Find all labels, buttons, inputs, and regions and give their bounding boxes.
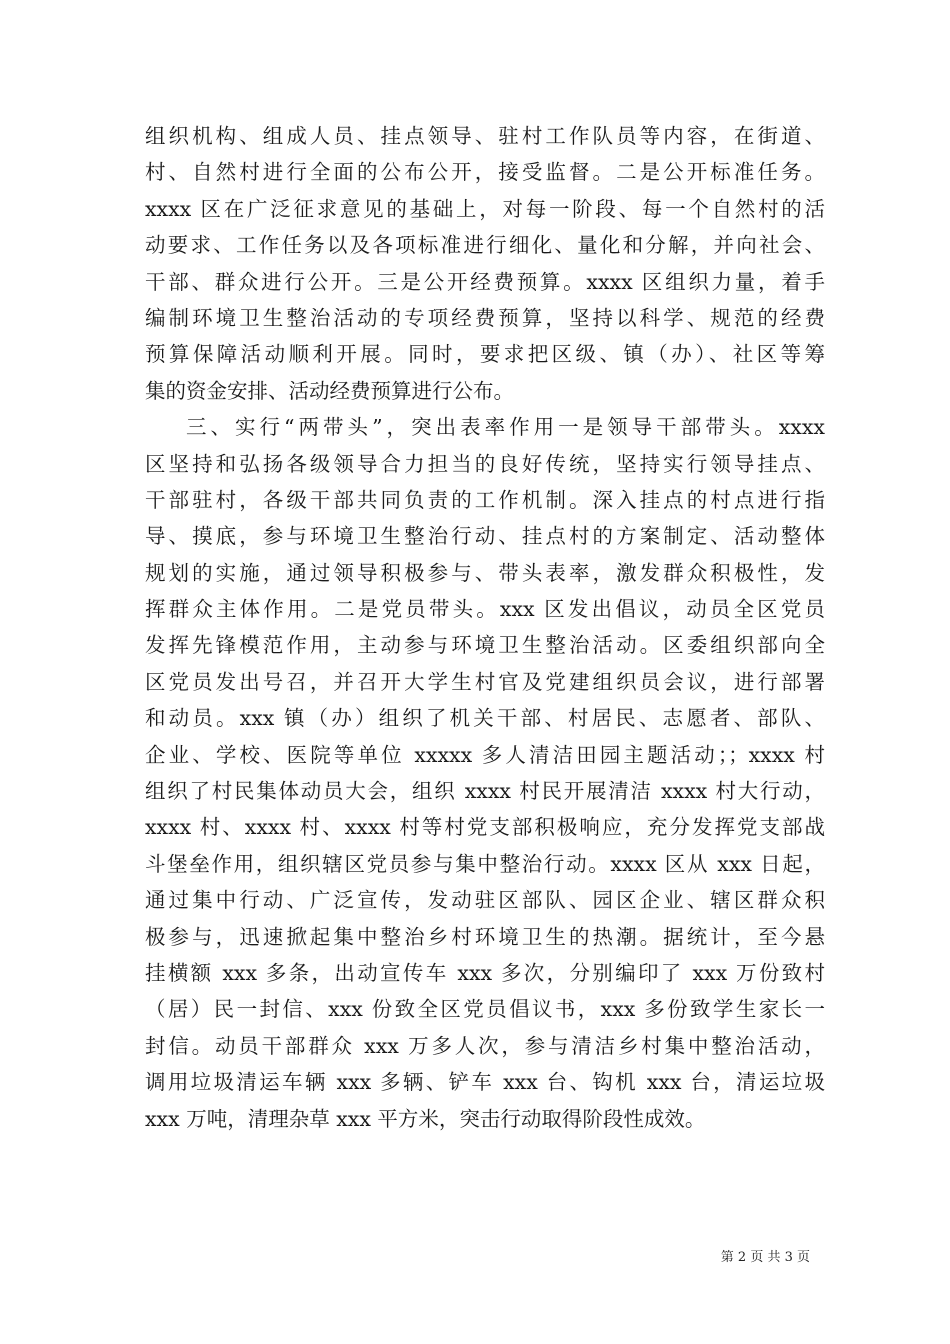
text-line: 干部驻村，各级干部共同负责的工作机制。深入挂点的村点进行指	[145, 487, 825, 512]
text-line: 导、摸底，参与环境卫生整治行动、挂点村的方案制定、活动整体	[145, 524, 825, 549]
text-line: 封信。动员干部群众 xxx 万多人次，参与清洁乡村集中整治活动，	[145, 1033, 825, 1058]
text-line: 和动员。xxx 镇（办）组织了机关干部、村居民、志愿者、部队、	[145, 706, 825, 731]
document-body	[145, 118, 825, 1137]
text-line: 通过集中行动、广泛宣传，发动驻区部队、园区企业、辖区群众积	[145, 888, 825, 913]
text-line: 调用垃圾清运车辆 xxx 多辆、铲车 xxx 台、钩机 xxx 台，清运垃圾	[145, 1070, 825, 1095]
text-line: 动要求、工作任务以及各项标准进行细化、量化和分解，并向社会、	[145, 233, 825, 258]
text-line: 挥群众主体作用。二是党员带头。xxx 区发出倡议，动员全区党员	[145, 597, 825, 622]
text-line: 区坚持和弘扬各级领导合力担当的良好传统，坚持实行领导挂点、	[145, 451, 825, 476]
text-line: 发挥先锋模范作用，主动参与环境卫生整治活动。区委组织部向全	[145, 633, 825, 658]
text-line: 企业、学校、医院等单位 xxxxx 多人清洁田园主题活动；；xxxx 村	[145, 742, 825, 767]
paragraph-1	[145, 118, 825, 409]
page-number-footer: 第 2 页 共 3 页	[720, 1250, 810, 1265]
paragraph-2	[145, 409, 825, 1137]
text-line: xxxx 村、xxxx 村、xxxx 村等村党支部积极响应，充分发挥党支部战	[145, 815, 825, 840]
text-line: 组织机构、组成人员、挂点领导、驻村工作队员等内容，在街道、	[145, 124, 825, 148]
text-line: 干部、群众进行公开。三是公开经费预算。xxxx 区组织力量，着手	[145, 269, 825, 294]
text-line: 集的资金安排、活动经费预算进行公布。	[145, 378, 514, 403]
text-line: 编制环境卫生整治活动的专项经费预算，坚持以科学、规范的经费	[145, 305, 825, 330]
text-line: xxx 万吨，清理杂草 xxx 平方米，突击行动取得阶段性成效。	[145, 1106, 706, 1131]
text-line: 预算保障活动顺利开展。同时，要求把区级、镇（办）、社区等筹	[145, 342, 825, 367]
text-line: 斗堡垒作用，组织辖区党员参与集中整治行动。xxxx 区从 xxx 日起，	[145, 851, 825, 876]
text-line: （居）民一封信、xxx 份致全区党员倡议书，xxx 多份致学生家长一	[145, 997, 825, 1022]
text-line: 规划的实施，通过领导积极参与、带头表率，激发群众积极性，发	[145, 560, 825, 585]
text-line: 区党员发出号召，并召开大学生村官及党建组织员会议，进行部署	[145, 669, 825, 694]
text-line: 极参与，迅速掀起集中整治乡村环境卫生的热潮。据统计，至今悬	[145, 924, 825, 949]
section-heading-line: 三、实行“两带头”，突出表率作用一是领导干部带头。xxxx	[186, 415, 825, 440]
text-line: xxxx 区在广泛征求意见的基础上，对每一阶段、每一个自然村的活	[145, 196, 825, 221]
text-line: 组织了村民集体动员大会，组织 xxxx 村民开展清洁 xxxx 村大行动，	[145, 779, 825, 804]
text-line: 村、自然村进行全面的公布公开，接受监督。二是公开标准任务。	[145, 160, 825, 185]
text-line: 挂横额 xxx 多条，出动宣传车 xxx 多次，分别编印了 xxx 万份致村	[145, 960, 825, 985]
